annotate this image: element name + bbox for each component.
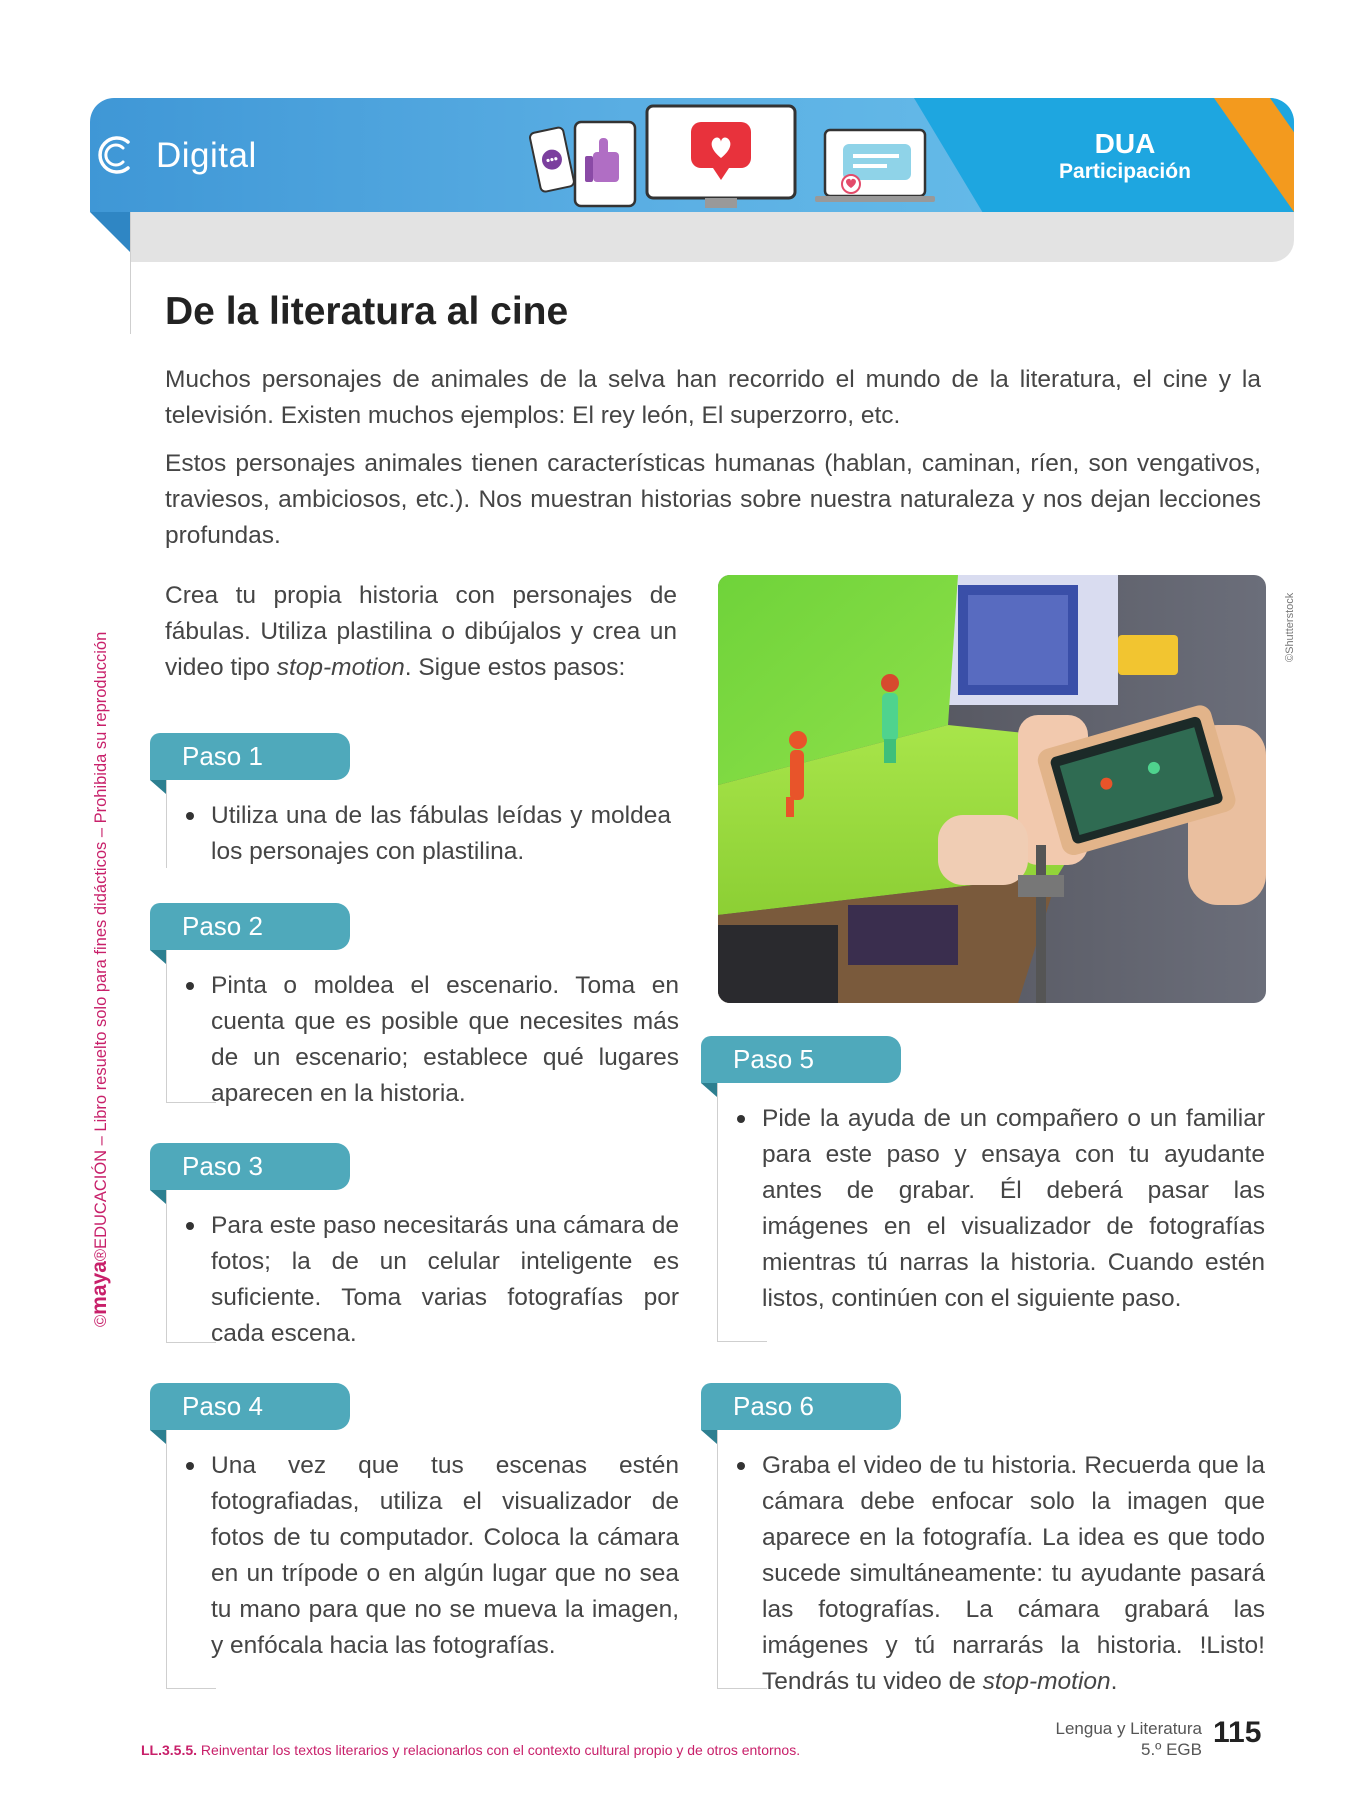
skill-code: LL.3.5.5. (141, 1742, 198, 1758)
curriculum-skill (141, 1742, 800, 1758)
activity-text-italic: stop-motion (276, 654, 405, 681)
skill-description: Reinventar los textos literarios y relacionarlos con el contexto cultural propio y de otros entornos. (197, 1742, 801, 1758)
step-5-bottom-rule (717, 1341, 767, 1342)
step-6-text-start: Graba el video de tu historia. Recuerda que la cámara debe enfocar solo la imagen que aparece en la fotografía. La idea es que todo sucede simultáneamente: tu ayudante pasará las fotografías. La cámara grabará las imágenes y tú narrarás la historia. !Listo! Tendrás tu video de (762, 1452, 1265, 1695)
header-fold (90, 212, 130, 252)
step-4-tab: Paso 4 (150, 1383, 350, 1430)
step-2-fold (150, 950, 166, 964)
step-3-bullet (186, 1222, 194, 1230)
step-1-fold (150, 780, 166, 794)
step-4-rule (166, 1430, 167, 1688)
side-copyright-text (88, 632, 112, 1327)
step-6-rule (717, 1430, 718, 1688)
photo-credit: ©Shutterstock (1284, 592, 1296, 662)
step-3-tab: Paso 3 (150, 1143, 350, 1190)
step-5-bullet (737, 1115, 745, 1123)
step-2-bottom-rule (166, 1102, 216, 1103)
step-1-rule (166, 780, 167, 868)
step-5-rule (717, 1083, 718, 1341)
step-6-text (762, 1448, 1265, 1700)
step-4-text: Una vez que tus escenas estén fotografiadas, utiliza el visualizador de fotos de tu computador. Coloca la cámara en un trípode o en algún lugar que no sea tu mano para que no se mueva la imagen, y enfócala hacia las fotografías. (211, 1452, 679, 1659)
footer-subject: Lengua y Literatura (1055, 1719, 1202, 1738)
intro-paragraph-2: Estos personajes animales tienen características humanas (hablan, caminan, ríen, son vengativos, traviesos, ambiciosos, etc.). Nos muestran historias sobre nuestra naturaleza y nos dejan lecciones profundas. (165, 450, 1261, 549)
intro-paragraph-1: Muchos personajes de animales de la selva han recorrido el mundo de la literatura, el cine y la televisión. Existen muchos ejemplos: El rey león, El superzorro, etc. (165, 366, 1261, 429)
digital-c-icon (92, 132, 138, 178)
step-6-text-end: . (1110, 1668, 1118, 1695)
page-title: De la literatura al cine (165, 290, 569, 333)
devices-illustration-icon (525, 100, 945, 212)
step-1-bullet (186, 812, 194, 820)
step-6-tab: Paso 6 (701, 1383, 901, 1430)
step-3-text: Para este paso necesitarás una cámara de fotos; la de un celular inteligente es suficiente. Toma varias fotografías por cada escena. (211, 1212, 679, 1347)
stop-motion-photo (718, 575, 1266, 1003)
step-5-tab: Paso 5 (701, 1036, 901, 1083)
registered-symbol: ® (92, 1248, 110, 1262)
activity-text-start: Crea tu propia historia con personajes de fábulas. Utiliza plastilina o dibújalos y crea un video tipo (165, 582, 677, 681)
activity-text-end: . Sigue estos pasos: (404, 654, 626, 681)
step-5-fold (701, 1083, 717, 1097)
side-brand: maya (88, 1261, 111, 1315)
step-4-bullet (186, 1462, 194, 1470)
step-6-bottom-rule (717, 1688, 767, 1689)
copyright-symbol: © (92, 1314, 110, 1327)
step-4-fold (150, 1430, 166, 1444)
dua-subtitle: Participación (1059, 160, 1191, 183)
activity-instructions (165, 578, 677, 686)
step-6-bullet (737, 1462, 745, 1470)
footer-grade: 5.º EGB (1140, 1740, 1202, 1759)
header-grey-strip (130, 212, 1294, 262)
step-4-bottom-rule (166, 1688, 216, 1689)
step-5-text: Pide la ayuda de un compañero o un familiar para este paso y ensaya con tu ayudante antes de grabar. Él deberá pasar las imágenes en el visualizador de fotografías mientras tú narras la historia. Cuando estén listos, continúen con el siguiente paso. (762, 1105, 1265, 1312)
content-left-rule (130, 212, 131, 334)
step-3-rule (166, 1190, 167, 1342)
step-6-fold (701, 1430, 717, 1444)
step-1-tab: Paso 1 (150, 733, 350, 780)
dua-title: DUA (1094, 128, 1156, 159)
step-2-rule (166, 950, 167, 1102)
side-text-rest: EDUCACIÓN – Libro resuelto solo para fines didácticos – Prohibida su reproducción (92, 631, 110, 1249)
step-3-bottom-rule (166, 1342, 216, 1343)
step-3-fold (150, 1190, 166, 1204)
page-number: 115 (1213, 1716, 1262, 1749)
header-label: Digital (156, 136, 257, 175)
step-2-text: Pinta o moldea el escenario. Toma en cuenta que es posible que necesites más de un escenario; establece qué lugares aparecen en la historia. (211, 972, 679, 1107)
step-6-text-italic: stop-motion (982, 1668, 1111, 1695)
step-1-text: Utiliza una de las fábulas leídas y moldea los personajes con plastilina. (211, 802, 671, 865)
step-2-tab: Paso 2 (150, 903, 350, 950)
step-2-bullet (186, 982, 194, 990)
